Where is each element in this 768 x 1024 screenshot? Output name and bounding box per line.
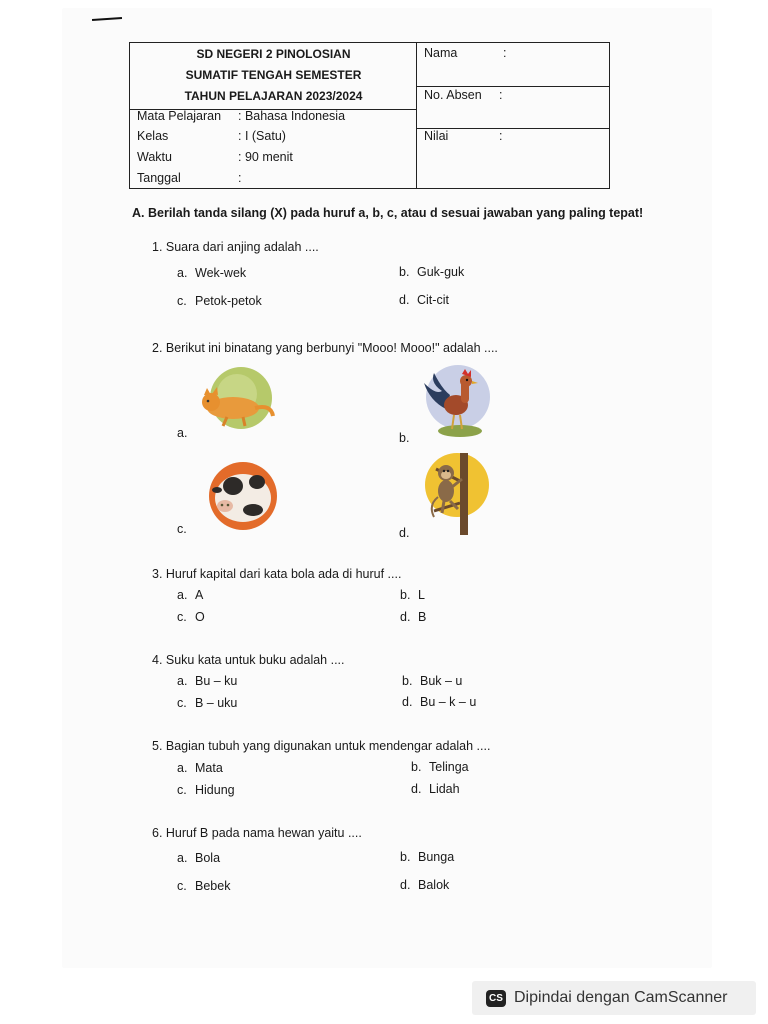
header-table bbox=[129, 42, 610, 189]
class-label: Kelas bbox=[137, 129, 169, 143]
option-2b: b. bbox=[399, 431, 410, 445]
rooster-picture bbox=[416, 361, 496, 441]
option-6d: d. Balok bbox=[400, 878, 450, 892]
option-1b: b. Guk-guk bbox=[399, 265, 465, 279]
cat-picture bbox=[197, 364, 277, 434]
watermark-text: Dipindai dengan CamScanner bbox=[514, 989, 728, 1006]
date-value: : bbox=[238, 171, 242, 185]
option-2c: c. bbox=[177, 522, 187, 536]
option-2d: d. bbox=[399, 526, 410, 540]
option-6a: a. Bola bbox=[177, 851, 221, 865]
option-4c: c. B – uku bbox=[177, 696, 238, 710]
table-divider bbox=[416, 43, 417, 188]
name-field-label: Nama bbox=[424, 46, 458, 60]
question-2: 2. Berikut ini binatang yang berbunyi "Mooo! Mooo!" adalah .... bbox=[152, 341, 498, 355]
cow-picture bbox=[203, 460, 283, 532]
question-1: 1. Suara dari anjing adalah .... bbox=[152, 240, 319, 254]
camscanner-logo-icon: CS bbox=[486, 990, 506, 1007]
question-4: 4. Suku kata untuk buku adalah .... bbox=[152, 653, 345, 667]
date-label: Tanggal bbox=[137, 171, 181, 185]
option-3b: b. L bbox=[400, 588, 425, 602]
option-5d: d. Lidah bbox=[411, 782, 460, 796]
option-6c: c. Bebek bbox=[177, 879, 231, 893]
monkey-picture bbox=[424, 451, 494, 537]
option-1c: c. Petok-petok bbox=[177, 294, 262, 308]
subject-label: Mata Pelajaran bbox=[137, 109, 222, 123]
option-5a: a. Mata bbox=[177, 761, 223, 775]
question-3: 3. Huruf kapital dari kata bola ada di huruf .... bbox=[152, 567, 402, 581]
option-4d: d. Bu – k – u bbox=[402, 695, 477, 709]
exam-title: SUMATIF TENGAH SEMESTER bbox=[185, 68, 362, 82]
academic-year: TAHUN PELAJARAN 2023/2024 bbox=[184, 89, 363, 103]
absence-field-label: No. Absen bbox=[424, 88, 482, 102]
table-divider bbox=[416, 86, 609, 87]
option-2a: a. bbox=[177, 426, 188, 440]
score-field-colon: : bbox=[499, 129, 503, 143]
absence-field-colon: : bbox=[499, 88, 503, 102]
subject-value: : Bahasa Indonesia bbox=[238, 109, 346, 123]
option-1a: a. Wek-wek bbox=[177, 266, 247, 280]
question-6: 6. Huruf B pada nama hewan yaitu .... bbox=[152, 826, 362, 840]
time-label: Waktu bbox=[137, 150, 172, 164]
option-4b: b. Buk – u bbox=[402, 674, 463, 688]
time-value: : 90 menit bbox=[238, 150, 293, 164]
option-3c: c. O bbox=[177, 610, 205, 624]
name-field-colon: : bbox=[503, 46, 507, 60]
option-3a: a. A bbox=[177, 588, 204, 602]
score-field-label: Nilai bbox=[424, 129, 449, 143]
camscanner-watermark bbox=[472, 981, 756, 1015]
option-4a: a. Bu – ku bbox=[177, 674, 238, 688]
option-5b: b. Telinga bbox=[411, 760, 469, 774]
option-5c: c. Hidung bbox=[177, 783, 235, 797]
option-3d: d. B bbox=[400, 610, 427, 624]
class-value: : I (Satu) bbox=[238, 129, 286, 143]
option-1d: d. Cit-cit bbox=[399, 293, 449, 307]
question-5: 5. Bagian tubuh yang digunakan untuk mendengar adalah .... bbox=[152, 739, 491, 753]
section-a-instruction: A. Berilah tanda silang (X) pada huruf a, b, c, atau d sesuai jawaban yang paling tepat! bbox=[132, 206, 644, 220]
school-name: SD NEGERI 2 PINOLOSIAN bbox=[196, 47, 351, 61]
option-6b: b. Bunga bbox=[400, 850, 455, 864]
